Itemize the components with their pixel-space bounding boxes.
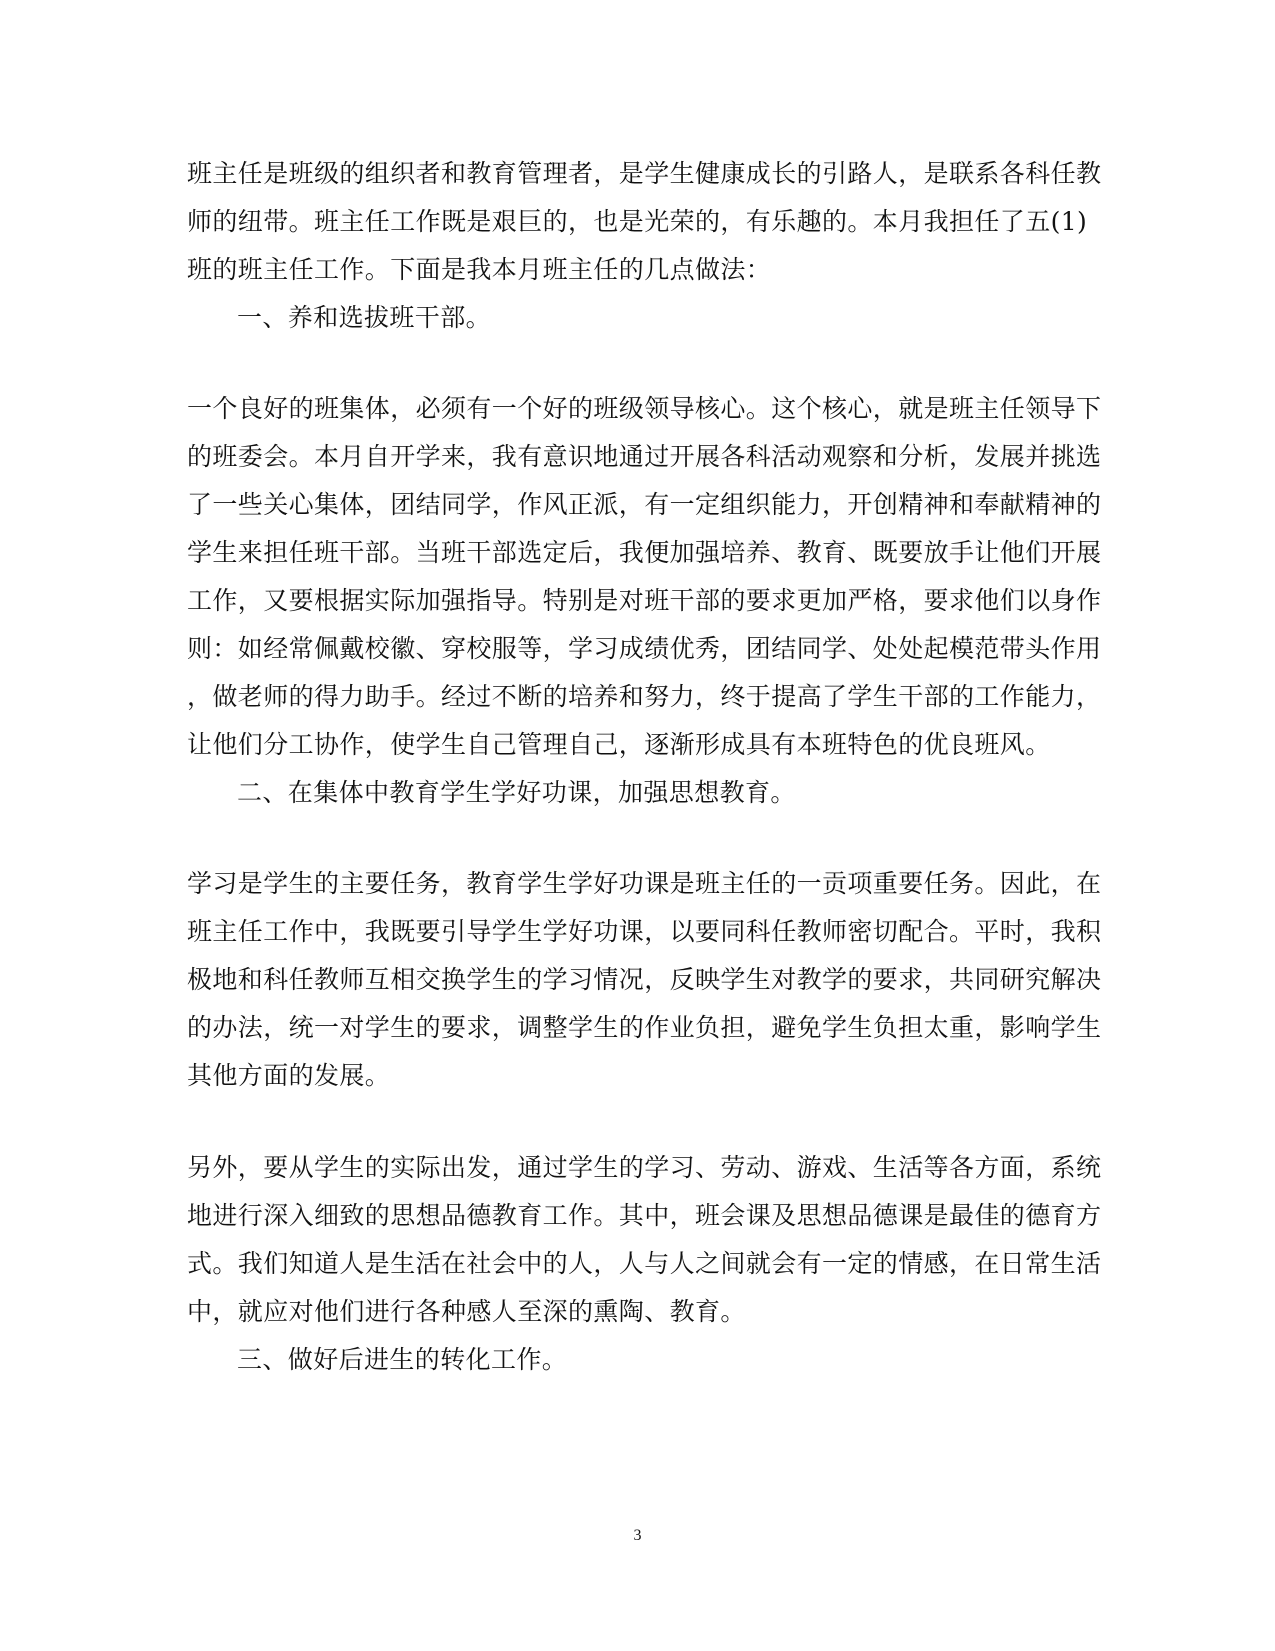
paragraph-line: 让他们分工协作，使学生自己管理自己，逐渐形成具有本班特色的优良班风。 [187,730,1051,759]
paragraph-line: 极地和科任教师互相交换学生的学习情况，反映学生对教学的要求，共同研究解决 [187,965,1102,994]
paragraph-line: 班的班主任工作。下面是我本月班主任的几点做法： [187,255,772,284]
paragraph-line: 其他方面的发展。 [187,1061,391,1090]
paragraph-line: 的班委会。本月自开学来，我有意识地通过开展各科活动观察和分析，发展并挑选 [187,442,1102,471]
paragraph-line: 另外，要从学生的实际出发，通过学生的学习、劳动、游戏、生活等各方面，系统 [187,1153,1102,1182]
section-heading: 三、做好后进生的转化工作。 [237,1345,568,1374]
paragraph-line: 则：如经常佩戴校徽、穿校服等，学习成绩优秀，团结同学、处处起模范带头作用 [187,634,1102,663]
section-heading: 一、养和选拔班干部。 [237,303,492,332]
section-heading: 二、在集体中教育学生学好功课，加强思想教育。 [237,778,796,807]
paragraph-line: 班主任工作中，我既要引导学生学好功课，以要同科任教师密切配合。平时，我积 [187,917,1102,946]
paragraph-line: 地进行深入细致的思想品德教育工作。其中，班会课及思想品德课是最佳的德育方 [187,1201,1102,1230]
paragraph-line: 了一些关心集体，团结同学，作风正派，有一定组织能力，开创精神和奉献精神的 [187,490,1102,519]
paragraph-line: 班主任是班级的组织者和教育管理者，是学生健康成长的引路人，是联系各科任教 [187,159,1102,188]
paragraph-line: 的办法，统一对学生的要求，调整学生的作业负担，避免学生负担太重，影响学生 [187,1013,1102,1042]
paragraph-line: 师的纽带。班主任工作既是艰巨的，也是光荣的，有乐趣的。本月我担任了五(1) [187,207,1088,236]
paragraph-line: 式。我们知道人是生活在社会中的人，人与人之间就会有一定的情感，在日常生活 [187,1249,1102,1278]
paragraph-line: 中，就应对他们进行各种感人至深的熏陶、教育。 [187,1297,746,1326]
paragraph-line: 学生来担任班干部。当班干部选定后，我便加强培养、教育、既要放手让他们开展 [187,538,1102,567]
paragraph-line: 工作，又要根据实际加强指导。特别是对班干部的要求更加严格，要求他们以身作 [187,586,1102,615]
paragraph-line: 一个良好的班集体，必须有一个好的班级领导核心。这个核心，就是班主任领导下 [187,394,1102,423]
page-number: 3 [633,1527,642,1544]
paragraph-line: ，做老师的得力助手。经过不断的培养和努力，终于提高了学生干部的工作能力， [187,682,1102,711]
paragraph-line: 学习是学生的主要任务，教育学生学好功课是班主任的一贡项重要任务。因此，在 [187,869,1102,898]
